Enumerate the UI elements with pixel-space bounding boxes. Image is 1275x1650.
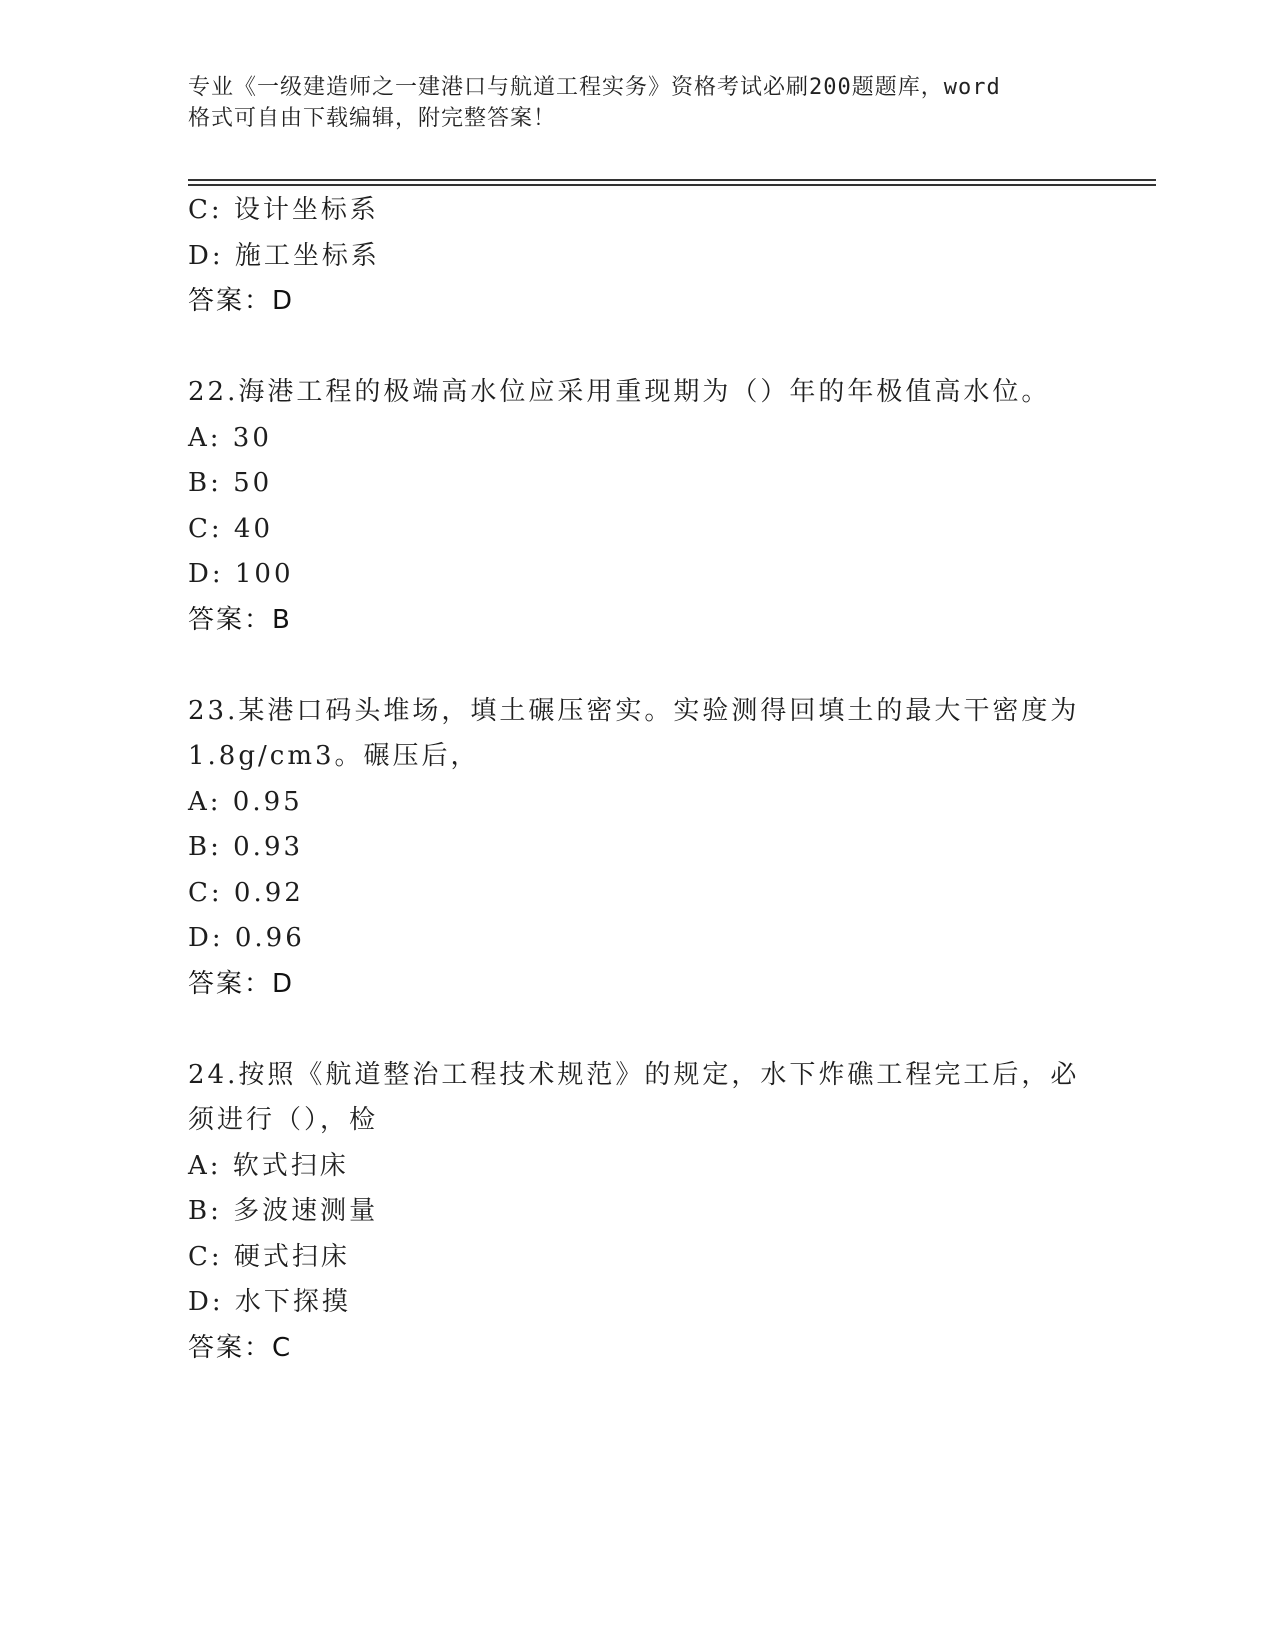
option-a: A: 软式扫床 — [188, 1150, 349, 1181]
header-title-line-1: 专业《一级建造师之一建港口与航道工程实务》资格考试必刷200题题库，word — [188, 75, 1001, 100]
answer-line: 答案：C — [188, 1332, 293, 1363]
answer-line: 答案：D — [188, 286, 295, 316]
option-b: B: 50 — [188, 468, 273, 498]
question-block-23 — [188, 689, 1088, 1008]
question-list — [188, 188, 1088, 1371]
option-c: C: 硬式扫床 — [188, 1241, 350, 1272]
question-text: 22.海港工程的极端高水位应采用重现期为（）年的年极值高水位。 — [188, 377, 1051, 407]
option-c: C: 设计坐标系 — [188, 195, 379, 225]
question-text: 23.某港口码头堆场，填土碾压密实。实验测得回填土的最大干密度为 — [188, 695, 1080, 726]
spacer — [188, 1007, 1088, 1053]
spacer — [188, 643, 1088, 689]
option-c: C: 0.92 — [188, 877, 304, 908]
question-block-24 — [188, 1053, 1088, 1372]
option-b: B: 0.93 — [188, 832, 304, 862]
question-text-continued: 1.8g/cm3。碾压后， — [188, 741, 480, 771]
option-d: D: 水下探摸 — [188, 1287, 351, 1317]
question-block-21-partial — [188, 188, 1088, 325]
option-b: B: 多波速测量 — [188, 1196, 379, 1226]
option-c: C: 40 — [188, 513, 274, 544]
spacer — [188, 325, 1088, 371]
option-d: D: 100 — [188, 559, 294, 589]
header-title-line-2: 格式可自由下载编辑，附完整答案！ — [188, 106, 557, 131]
answer-line: 答案：D — [188, 968, 295, 999]
header-divider-top — [188, 179, 1156, 181]
option-d: D: 施工坐标系 — [188, 240, 380, 271]
option-a: A: 30 — [188, 422, 272, 453]
option-d: D: 0.96 — [188, 923, 305, 953]
question-text: 24.按照《航道整治工程技术规范》的规定，水下炸礁工程完工后，必 — [188, 1059, 1080, 1090]
question-text-continued: 须进行（），检 — [188, 1105, 379, 1135]
document-header — [188, 72, 1088, 134]
answer-line: 答案：B — [188, 604, 292, 635]
question-block-22 — [188, 370, 1088, 643]
option-a: A: 0.95 — [188, 786, 303, 817]
header-divider-bottom — [188, 184, 1156, 186]
